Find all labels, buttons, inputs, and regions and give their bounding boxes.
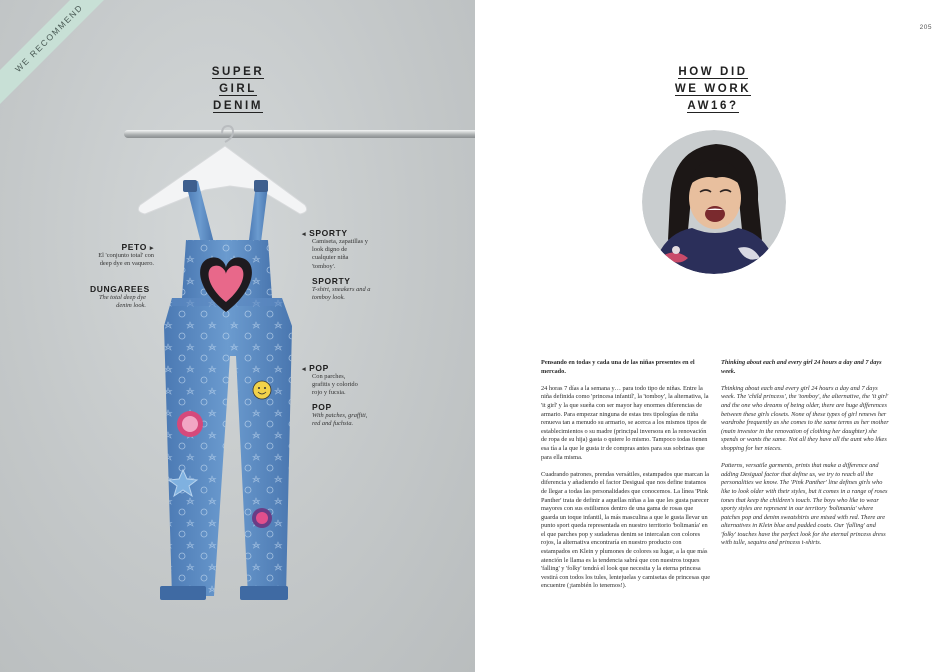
- label-pop-es: [302, 363, 364, 398]
- section-title: [668, 64, 758, 115]
- peto-text: El 'conjunto total' con deep dye en vaquero.: [98, 252, 154, 268]
- rtitle-line-2: WE WORK: [674, 83, 752, 95]
- title-line-3: DENIM: [212, 100, 264, 112]
- arrow-right-icon: ▸: [149, 245, 154, 252]
- pop-es-text: Con parches, grafitis y colorido rojo y fucsia.: [312, 373, 358, 397]
- spanish-column: [541, 359, 711, 600]
- smiley-patch: [253, 381, 271, 399]
- sporty-es-text: Camiseta, zapatillas y look digno de cualquier niña 'tomboy'.: [312, 238, 368, 270]
- label-pop-en: [312, 402, 368, 428]
- pop-en-text: With patches, graffiti, red and fuchsia.: [312, 412, 368, 428]
- sporty-en-heading: SPORTY: [312, 276, 351, 286]
- label-sporty-en: [312, 276, 372, 302]
- dungarees-text: The total deep dye denim look.: [98, 294, 146, 310]
- english-paragraph-2: Patterns, versatile garments, prints that make a difference and adding Desigual factor that define us, we try to reach all the personalities we know. The 'Pink Panther' line defines girls who like to look older with their styles, but it comes in a range of roses tones that keep the children's touch. The boys who like to wear sporty styles are represent in our territory 'bolimanía' where patches pop and denim sweatshirts are mixed with red. There are alternatives in Klein blue and padded coats. Our 'falling' and 'folky' touches have the perfect look for the eternal princess dress with tulle, sequins and princess t-shirts.: [721, 462, 888, 547]
- sporty-en-text: T-shirt, sneakers and a tomboy look.: [312, 286, 371, 302]
- pop-en-heading: POP: [312, 402, 332, 412]
- sporty-es-heading: SPORTY: [309, 228, 348, 238]
- english-paragraph-1: Thinking about each and every girl 24 hours a day and 7 days week. The 'child princess', the 'tomboy', the alternative, the 'it girl' and the one who dreams of being older, there are huge differences between these girls closets. None of these types of girl renews her wardrobe frequently as she comes to the same terms as her mother (main investor in the renovation of clothing her daughter) she spends or wants the same. Not all they have all the aunt who likes shopping for her nieces.: [721, 384, 889, 452]
- rtitle-line-3: AW16?: [687, 100, 739, 112]
- arrow-left-icon: ◂: [302, 366, 307, 373]
- spanish-paragraph-1: 24 horas 7 días a la semana y… para todo tipo de niñas. Entre la niña definida como 'princesa infantil', la 'tomboy', la alternativa, la 'it girl' y la que sueña con ser mayor hay enormes diferencias de armario. Para empezar ninguna de estas tres tipologías de niña renueva tan a menudo su armario, se acerca a los mismos tipos de establecimientos o su madre (principal inversora en la renovación de ropa de su hija) gasta o quiere lo mismo. Tampoco todas tienen esa tía a la que le gusta ir de compras antes para sus sobrinas que para ella misma.: [541, 384, 709, 461]
- label-sporty-es: [302, 228, 368, 271]
- title-line-1: SUPER: [211, 66, 265, 78]
- label-peto: [98, 242, 154, 268]
- title-line-2: GIRL: [219, 83, 257, 95]
- rtitle-line-1: HOW DID: [678, 66, 748, 78]
- english-column: [721, 359, 891, 557]
- ribbon-label: WE RECOMMEND: [12, 1, 86, 75]
- label-dungarees: [90, 284, 150, 310]
- hanger-icon: [138, 126, 306, 214]
- dungarees-heading: DUNGAREES: [90, 284, 150, 294]
- arrow-left-icon: ◂: [302, 231, 307, 238]
- spanish-lead: Pensando en todas y cada una de las niñas presentes en el mercado.: [541, 359, 695, 375]
- english-lead: Thinking about each and every girl 24 hours a day and 7 days week.: [721, 359, 882, 375]
- spanish-paragraph-2: Cuadrando patrones, prendas versátiles, estampados que marcan la diferencia y añadiendo el factor Desigual que nos define tratamos de llegar a todas las personalidades que conocemos. La línea 'Pink Panther' trata de definir a aquellas niñas a las que les gusta parecer mayores con sus estilismos dentro de una gama de rosas que guarda un toque infantil, la más masculina a que le gusta llevar un punto sport queda representada en nuestro territorio 'bolimanía' en el que parches pop y sudaderas denim se intercalan con colores rojos, la alternativa encontraría en nuestro producto con estampados en Klein y plumones de colores su lugar, a la que más atención le llama es la tendencia sabrá que con nuestros toques 'falling' y 'folky' tendrá el look que necesita y la eterna princesa vestirá con todos los tules, lentejuelas y camisetas de princesas que encuentre (¡también lo tenemos!).: [541, 470, 711, 590]
- page-number: 205: [919, 24, 932, 31]
- peto-heading: PETO: [121, 242, 147, 252]
- girl-portrait-photo: [642, 130, 786, 274]
- pop-es-heading: POP: [309, 363, 329, 373]
